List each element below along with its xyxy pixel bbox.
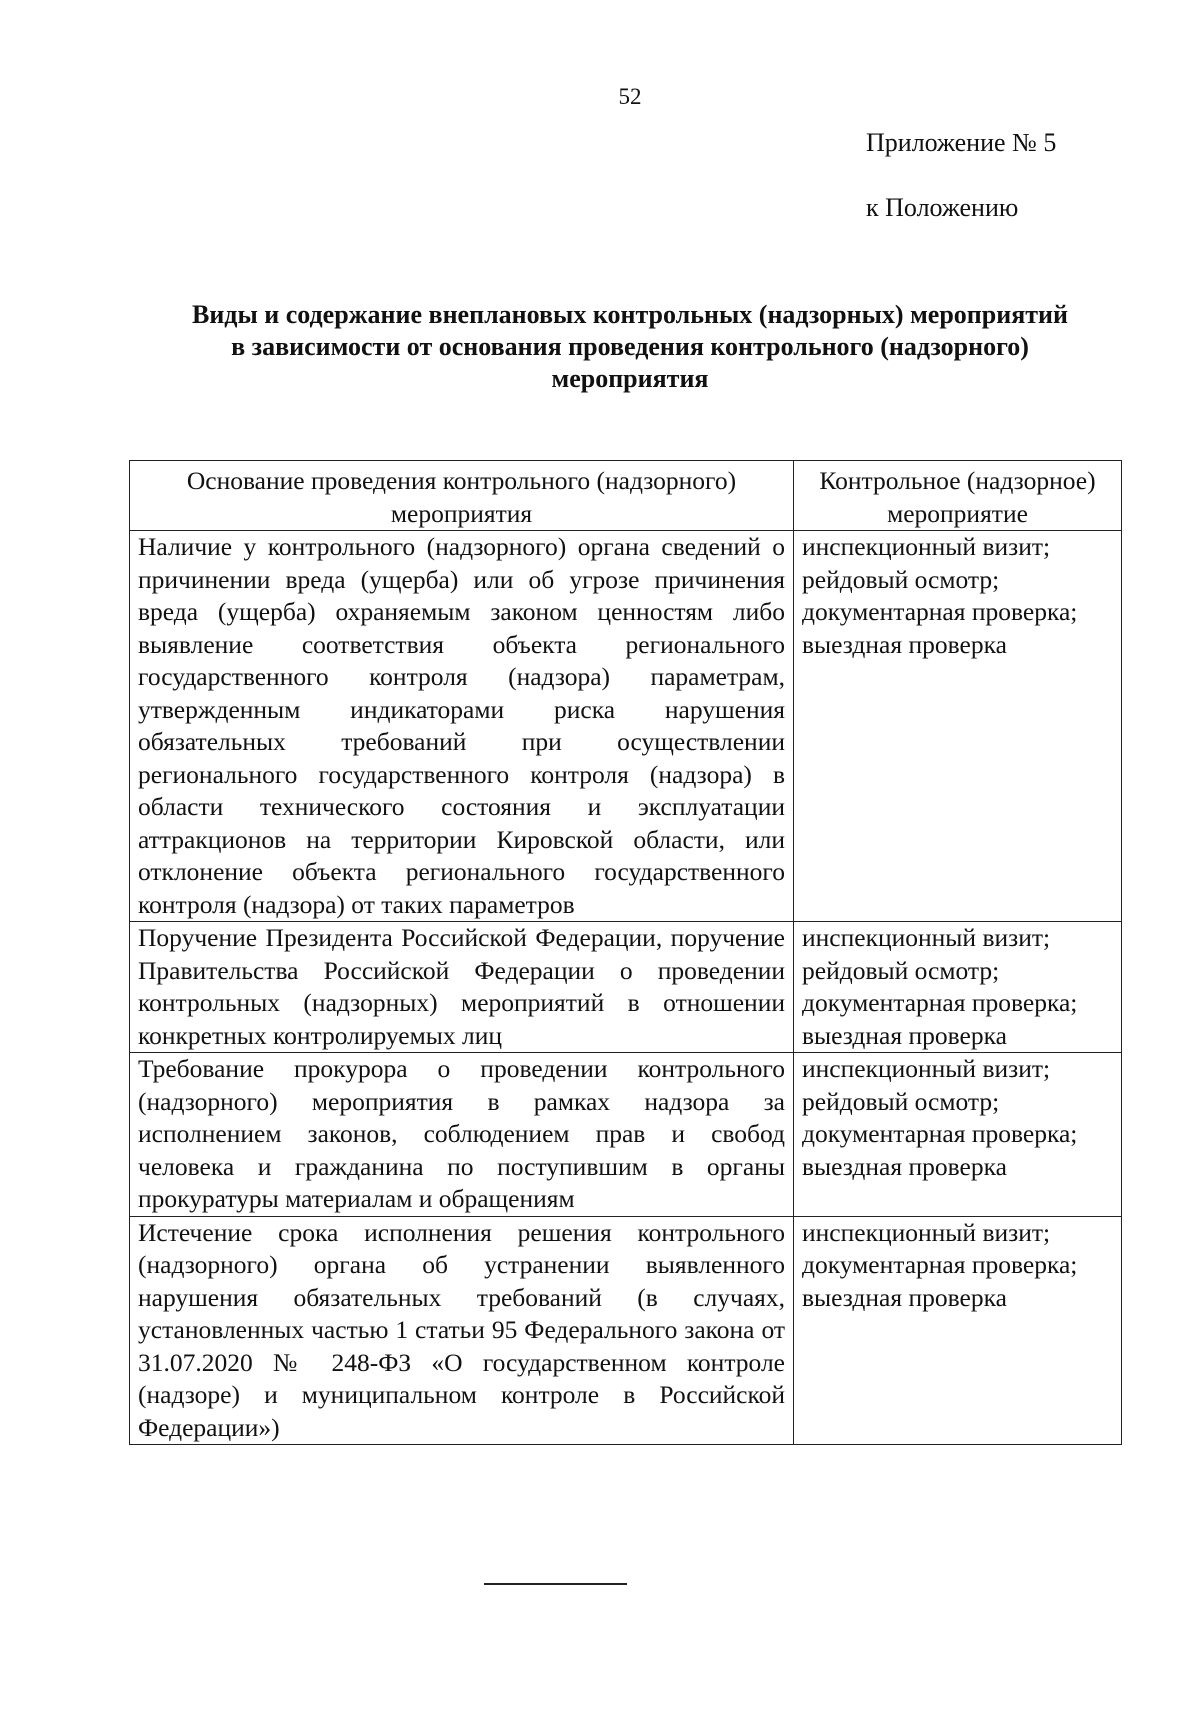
event-item: рейдовый осмотр; [802,955,1000,985]
event-item: рейдовый осмотр; [802,1086,1000,1116]
event-item: документарная проверка; [802,988,1078,1017]
footer-divider [484,1583,627,1585]
events-cell [794,1216,1122,1445]
basis-cell: Требование прокурора о проведении контрольного (надзорного) мероприятия в рамках надзора за исполнением законов, соблюдением прав и свобод человека и гражданина по поступившим в органы прокуратуры материалам и обращениям [130,1053,794,1217]
event-item: инспекционный визит; [802,1054,1051,1083]
events-cell [794,531,1122,922]
event-item: выездная проверка [802,1020,1007,1050]
event-item: рейдовый осмотр; [802,564,1000,594]
event-item: выездная проверка [802,1282,1007,1312]
table-row [130,1053,1122,1217]
event-item: инспекционный визит; [802,923,1051,952]
event-item: документарная проверка; [802,1119,1078,1148]
appendix-label: Приложение № 5 [866,128,1057,157]
inspection-types-table [129,460,1122,1445]
table-row [130,922,1122,1053]
event-item: инспекционный визит; [802,1217,1051,1247]
events-cell [794,922,1122,1053]
document-title-line: в зависимости от основания проведения контрольного (надзорного) [231,332,1029,361]
table-header-row [130,461,1122,531]
event-item: выездная проверка [802,1151,1007,1181]
event-item: документарная проверка; [802,1250,1078,1279]
events-cell [794,1053,1122,1217]
header-control-event: Контрольное (надзорное) мероприятие [794,461,1122,531]
event-item: документарная проверка; [802,597,1078,626]
event-item: выездная проверка [802,629,1007,659]
basis-cell: Истечение срока исполнения решения контрольного (надзорного) органа об устранении выявленного нарушения обязательных требований (в случаях, установленных частью 1 статьи 95 Федерального закона от 31.07.2020 № 248-ФЗ «О государственном контроле (надзоре) и муниципальном контроле в Российской Федерации») [130,1216,794,1445]
table-row [130,531,1122,922]
page-number: 52 [618,84,642,109]
appendix-reference: к Положению [866,193,1019,222]
document-title-line: мероприятия [551,364,709,393]
basis-cell: Поручение Президента Российской Федерации, поручение Правительства Российской Федерации о проведении контрольных (надзорных) мероприятий в отношении конкретных контролируемых лиц [130,922,794,1053]
basis-cell: Наличие у контрольного (надзорного) органа сведений о причинении вреда (ущерба) или об угрозе причинения вреда (ущерба) охраняемым законом ценностям либо выявление соответствия объекта регионального государственного контроля (надзора) параметрам, утвержденным индикаторами риска нарушения обязательных требований при осуществлении регионального государственного контроля (надзора) в области технического состояния и эксплуатации аттракционов на территории Кировской области, или отклонение объекта регионального государственного контроля (надзора) от таких параметров [130,531,794,922]
document-title [130,299,1130,395]
event-item: инспекционный визит; [802,532,1051,561]
document-title-line: Виды и содержание внеплановых контрольных (надзорных) мероприятий [191,300,1069,329]
table-row [130,1216,1122,1445]
header-basis: Основание проведения контрольного (надзорного) мероприятия [130,461,794,531]
